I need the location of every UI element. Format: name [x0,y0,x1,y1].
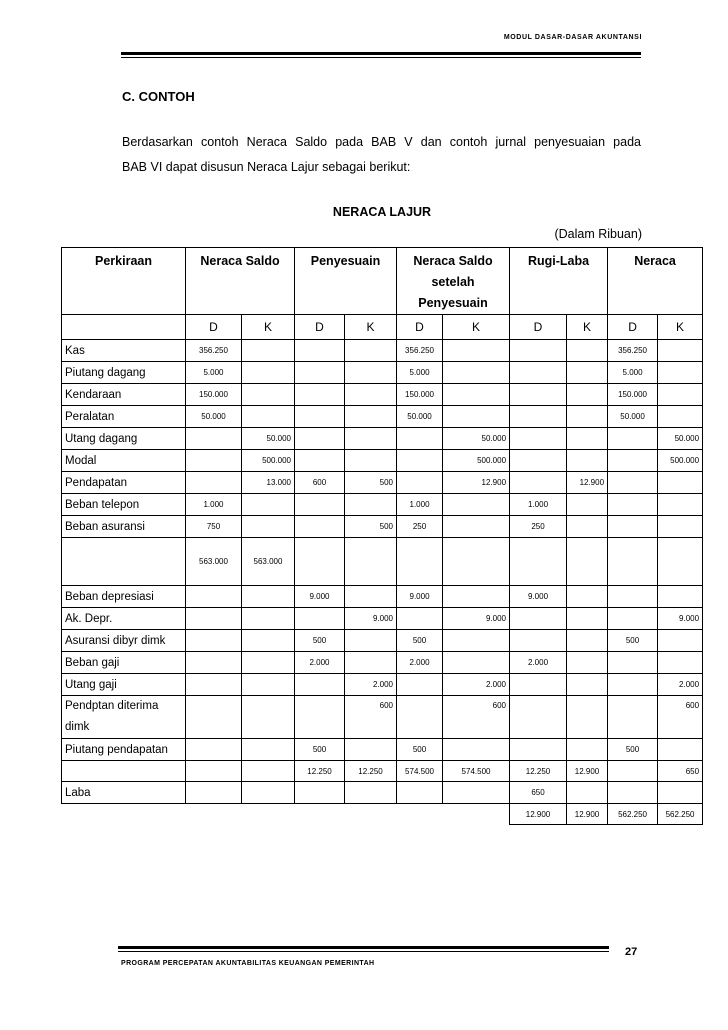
account-name: Beban telepon [62,494,186,516]
value-cell [608,674,658,696]
table-title: NERACA LAJUR [332,205,432,219]
value-cell: 13.000 [242,472,295,494]
account-name: Utang dagang [62,428,186,450]
running-header: MODUL DASAR-DASAR AKUNTANSI [503,34,642,41]
value-cell: 5.000 [397,362,443,384]
account-name: Peralatan [62,406,186,428]
value-cell [242,494,295,516]
value-cell [443,406,510,428]
value-cell: 5.000 [608,362,658,384]
value-cell [186,652,242,674]
value-cell [397,450,443,472]
value-cell [397,608,443,630]
value-cell [658,630,703,652]
value-cell [567,516,608,538]
value-cell [567,608,608,630]
footer-text: PROGRAM PERCEPATAN AKUNTABILITAS KEUANGAN PEMERINTAH [121,960,375,967]
value-cell [242,340,295,362]
value-cell [608,516,658,538]
value-cell [658,472,703,494]
account-name: Beban gaji [62,652,186,674]
account-name: Pendptan diterima dimk [62,696,186,739]
final-cell: 12.900 [567,804,608,825]
value-cell: 50.000 [443,428,510,450]
value-cell [295,362,345,384]
value-cell [510,384,567,406]
value-cell [510,340,567,362]
value-cell: 600 [658,696,703,739]
table-row [62,494,703,516]
value-cell: 150.000 [397,384,443,406]
value-cell: 2.000 [443,674,510,696]
subheader-k: K [443,315,510,340]
value-cell: 600 [443,696,510,739]
value-cell [510,362,567,384]
subheader-k: K [567,315,608,340]
value-cell [567,362,608,384]
table-row [62,472,703,494]
value-cell: 2.000 [345,674,397,696]
value-cell [443,630,510,652]
value-cell [443,538,510,586]
value-cell: 250 [510,516,567,538]
value-cell [510,450,567,472]
value-cell: 500 [295,739,345,761]
value-cell: 150.000 [608,384,658,406]
value-cell [242,652,295,674]
value-cell: 12.250 [295,761,345,782]
value-cell [345,428,397,450]
value-cell: 1.000 [397,494,443,516]
value-cell: 356.250 [186,340,242,362]
value-cell: 1.000 [510,494,567,516]
value-cell: 500 [397,630,443,652]
value-cell [567,406,608,428]
header-rule-thick [121,52,641,55]
value-cell [397,428,443,450]
value-cell: 356.250 [608,340,658,362]
value-cell [295,782,345,804]
table-row [62,652,703,674]
value-cell [345,362,397,384]
value-cell [567,739,608,761]
value-cell [295,538,345,586]
value-cell [608,761,658,782]
value-cell [658,538,703,586]
value-cell: 500 [608,739,658,761]
account-name: Kas [62,340,186,362]
value-cell [186,450,242,472]
value-cell [345,494,397,516]
value-cell: 500 [397,739,443,761]
section-heading: C. CONTOH [122,89,195,104]
value-cell [295,428,345,450]
value-cell: 563.000 [242,538,295,586]
value-cell [242,630,295,652]
value-cell [295,406,345,428]
value-cell [567,696,608,739]
value-cell [510,538,567,586]
value-cell [443,739,510,761]
value-cell [397,674,443,696]
table-row [62,630,703,652]
value-cell [345,450,397,472]
account-name: Pendapatan [62,472,186,494]
subheader-k: K [242,315,295,340]
account-name: Laba [62,782,186,804]
value-cell [658,652,703,674]
value-cell [345,340,397,362]
value-cell: 500.000 [242,450,295,472]
value-cell [186,630,242,652]
value-cell [186,674,242,696]
value-cell [510,428,567,450]
value-cell [186,608,242,630]
value-cell [443,494,510,516]
value-cell [242,362,295,384]
value-cell [567,630,608,652]
account-name: Utang gaji [62,674,186,696]
value-cell [242,674,295,696]
header-rugi-laba: Rugi-Laba [510,248,608,315]
value-cell [186,586,242,608]
subheader-d: D [186,315,242,340]
value-cell: 50.000 [242,428,295,450]
value-cell: 356.250 [397,340,443,362]
value-cell: 574.500 [397,761,443,782]
value-cell: 650 [510,782,567,804]
value-cell: 12.900 [567,472,608,494]
account-name: Piutang dagang [62,362,186,384]
value-cell [567,428,608,450]
value-cell [510,674,567,696]
value-cell [242,696,295,739]
table-row [62,362,703,384]
value-cell [242,761,295,782]
value-cell [443,362,510,384]
value-cell [295,494,345,516]
subheader-k: K [658,315,703,340]
table-row [62,782,703,804]
value-cell: 9.000 [295,586,345,608]
value-cell: 2.000 [510,652,567,674]
value-cell [608,696,658,739]
value-cell [443,652,510,674]
footer-rule-thick [118,946,609,949]
value-cell [242,739,295,761]
value-cell [658,586,703,608]
value-cell [608,652,658,674]
table-row [62,450,703,472]
value-cell [567,674,608,696]
value-cell [510,406,567,428]
account-name: Beban depresiasi [62,586,186,608]
value-cell [608,608,658,630]
header-penyesuain: Penyesuain [295,248,397,315]
subheader-d: D [608,315,658,340]
value-cell: 9.000 [397,586,443,608]
value-cell: 2.000 [658,674,703,696]
table-row [62,608,703,630]
value-cell [242,384,295,406]
value-cell [295,384,345,406]
value-cell [186,739,242,761]
value-cell: 5.000 [186,362,242,384]
value-cell: 500 [608,630,658,652]
value-cell: 500 [345,516,397,538]
worksheet-body [62,340,703,804]
final-cell: 12.900 [510,804,567,825]
account-name [62,761,186,782]
value-cell [567,782,608,804]
value-cell [510,630,567,652]
value-cell [658,739,703,761]
subheader-blank [62,315,186,340]
value-cell: 50.000 [608,406,658,428]
value-cell: 50.000 [658,428,703,450]
value-cell: 500 [295,630,345,652]
value-cell [567,494,608,516]
value-cell [186,696,242,739]
value-cell [242,586,295,608]
value-cell [295,674,345,696]
value-cell [567,384,608,406]
value-cell [186,428,242,450]
intro-paragraph [122,130,641,180]
value-cell [186,761,242,782]
value-cell [242,608,295,630]
value-cell [510,608,567,630]
subheader-d: D [510,315,567,340]
unit-note: (Dalam Ribuan) [554,227,642,241]
value-cell [567,586,608,608]
value-cell [658,782,703,804]
value-cell [443,516,510,538]
value-cell: 574.500 [443,761,510,782]
value-cell: 12.250 [345,761,397,782]
header-row [62,248,703,315]
value-cell [295,450,345,472]
table-row [62,428,703,450]
value-cell [397,696,443,739]
intro-line-1: Berdasarkan contoh Neraca Saldo pada BAB V dan contoh jurnal penyesuaian pada [122,135,641,149]
value-cell [345,384,397,406]
value-cell [295,340,345,362]
table-row [62,739,703,761]
subheader-d: D [295,315,345,340]
account-name: Piutang pendapatan [62,739,186,761]
value-cell [345,739,397,761]
final-cell: 562.250 [658,804,703,825]
value-cell: 9.000 [345,608,397,630]
value-cell: 500.000 [658,450,703,472]
value-cell [242,516,295,538]
value-cell [242,406,295,428]
value-cell [510,696,567,739]
value-cell [658,362,703,384]
value-cell [397,538,443,586]
value-cell [658,516,703,538]
value-cell: 12.250 [510,761,567,782]
value-cell [608,428,658,450]
value-cell [510,739,567,761]
value-cell [608,782,658,804]
value-cell [186,782,242,804]
value-cell: 2.000 [295,652,345,674]
value-cell [443,384,510,406]
value-cell: 9.000 [443,608,510,630]
table-row [62,516,703,538]
account-name: Kendaraan [62,384,186,406]
value-cell: 150.000 [186,384,242,406]
value-cell [397,472,443,494]
header-neraca-saldo-setelah: Neraca Saldo setelah Penyesuain [397,248,510,315]
table-row [62,340,703,362]
account-name [62,538,186,586]
value-cell [608,494,658,516]
value-cell [242,782,295,804]
value-cell [397,782,443,804]
value-cell [295,608,345,630]
value-cell: 600 [345,696,397,739]
value-cell [186,472,242,494]
header-neraca: Neraca [608,248,703,315]
subheader-row [62,315,703,340]
value-cell [295,516,345,538]
value-cell: 9.000 [510,586,567,608]
value-cell [443,586,510,608]
value-cell [443,340,510,362]
value-cell [658,340,703,362]
value-cell [345,652,397,674]
value-cell [567,340,608,362]
value-cell [608,450,658,472]
subheader-d: D [397,315,443,340]
value-cell: 12.900 [443,472,510,494]
value-cell: 650 [658,761,703,782]
intro-line-2: BAB VI dapat disusun Neraca Lajur sebagai berikut: [122,160,411,174]
value-cell: 1.000 [186,494,242,516]
value-cell [608,586,658,608]
value-cell [510,472,567,494]
value-cell [658,384,703,406]
value-cell [567,538,608,586]
value-cell [567,450,608,472]
header-rule-thin [121,57,641,58]
value-cell: 2.000 [397,652,443,674]
value-cell [443,782,510,804]
table-row [62,538,703,586]
subheader-k: K [345,315,397,340]
table-row [62,761,703,782]
value-cell: 250 [397,516,443,538]
value-cell [345,538,397,586]
value-cell [295,696,345,739]
account-name: Ak. Depr. [62,608,186,630]
value-cell: 563.000 [186,538,242,586]
value-cell: 500.000 [443,450,510,472]
final-total-row [62,804,703,825]
value-cell [658,494,703,516]
value-cell [345,586,397,608]
final-cell: 562.250 [608,804,658,825]
table-row [62,674,703,696]
value-cell [608,472,658,494]
table-row [62,406,703,428]
account-name: Asuransi dibyr dimk [62,630,186,652]
value-cell: 50.000 [397,406,443,428]
account-name: Beban asuransi [62,516,186,538]
header-neraca-saldo: Neraca Saldo [186,248,295,315]
value-cell: 600 [295,472,345,494]
table-row [62,586,703,608]
value-cell: 750 [186,516,242,538]
value-cell: 9.000 [658,608,703,630]
value-cell: 12.900 [567,761,608,782]
account-name: Modal [62,450,186,472]
value-cell [345,782,397,804]
value-cell [658,406,703,428]
table-row [62,696,703,739]
value-cell: 500 [345,472,397,494]
value-cell [608,538,658,586]
page-number: 27 [625,946,638,958]
value-cell: 50.000 [186,406,242,428]
value-cell [345,406,397,428]
value-cell [567,652,608,674]
value-cell [345,630,397,652]
table-row [62,384,703,406]
worksheet-table [61,247,703,825]
footer-rule-thin [118,951,609,952]
header-perkiraan: Perkiraan [62,248,186,315]
